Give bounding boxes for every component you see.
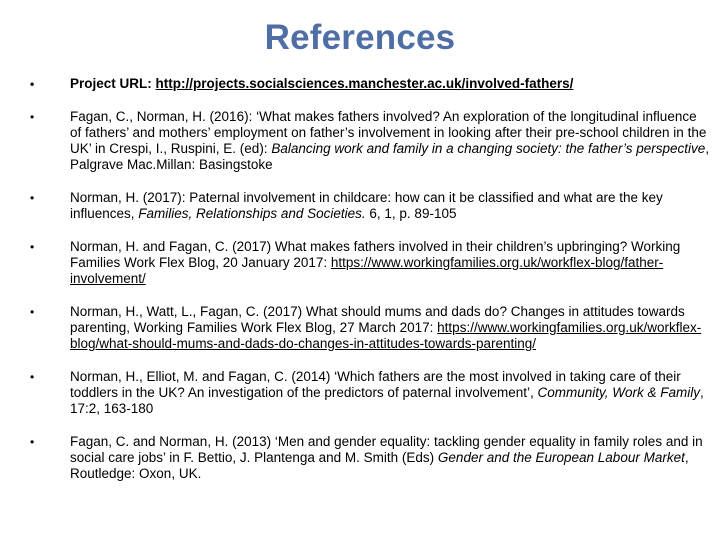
page-title: References: [264, 18, 456, 57]
reference-title-italic: Gender and the European Labour Market: [437, 450, 685, 465]
bullet-icon: •: [30, 240, 35, 254]
reference-item: [30, 369, 710, 417]
reference-item: [30, 304, 710, 352]
bullet-icon: •: [30, 110, 35, 124]
bullet-icon: •: [30, 435, 35, 449]
reference-text: Norman, H., Elliot, M. and Fagan, C. (2014) ‘Which fathers are the most involved in taking care of their toddlers in the UK? An investigation of the predictors of paternal involvement’,: [70, 369, 681, 400]
project-url-link[interactable]: http://projects.socialsciences.manchester.ac.uk/involved-fathers/: [155, 76, 574, 91]
reference-item: [30, 434, 710, 482]
reference-text: Norman, H. (2017): Paternal involvement in childcare: how can it be classified and what are the key influences,: [70, 190, 663, 221]
bullet-icon: •: [30, 370, 35, 384]
reference-text: Fagan, C., Norman, H. (2016): ‘What makes fathers involved? An exploration of the longitudinal influence of fathers’ and mothers’ employment on father’s involvement in looking after their pre-school children in the UK’ in Crespi, I., Ruspini, E. (ed):: [70, 109, 707, 156]
reference-title-italic: Community, Work & Family: [537, 385, 701, 400]
reference-title-italic: Balancing work and family in a changing society: the father’s perspective: [271, 141, 706, 156]
bullet-icon: •: [30, 305, 35, 319]
reference-link[interactable]: https://www.workingfamilies.org.uk/workflex-blog/father-involvement/: [70, 255, 664, 286]
reference-list: [30, 76, 710, 499]
reference-text-end: , Routledge: Oxon, UK.: [70, 450, 689, 481]
bullet-icon: •: [30, 191, 35, 205]
reference-text: Norman, H., Watt, L., Fagan, C. (2017) What should mums and dads do? Changes in attitudes towards parenting, Working Families Work Flex Blog, 27 March 2017:: [70, 304, 685, 335]
reference-project-url: [30, 76, 710, 92]
reference-text: Norman, H. and Fagan, C. (2017) What makes fathers involved in their children’s upbringing? Working Families Work Flex Blog, 20 January 2017:: [70, 239, 681, 270]
reference-title-italic: Families, Relationships and Societies.: [138, 206, 366, 221]
reference-item: [30, 239, 710, 287]
reference-item: [30, 109, 710, 173]
reference-item: [30, 190, 710, 222]
reference-text-end: , Palgrave Mac.Millan: Basingstoke: [70, 141, 710, 172]
project-url-label: Project URL:: [70, 76, 156, 91]
reference-text-end: , 17:2, 163-180: [70, 385, 704, 416]
bullet-icon: •: [30, 77, 35, 91]
reference-text-end: 6, 1, p. 89-105: [365, 206, 457, 221]
reference-text: Fagan, C. and Norman, H. (2013) ‘Men and gender equality: tackling gender equality in family roles and in social care jobs’ in F. Bettio, J. Plantenga and M. Smith (Eds): [70, 434, 703, 465]
reference-link[interactable]: https://www.workingfamilies.org.uk/workflex-blog/what-should-mums-and-dads-do-changes-in-attitudes-towards-parenting/: [70, 320, 702, 351]
